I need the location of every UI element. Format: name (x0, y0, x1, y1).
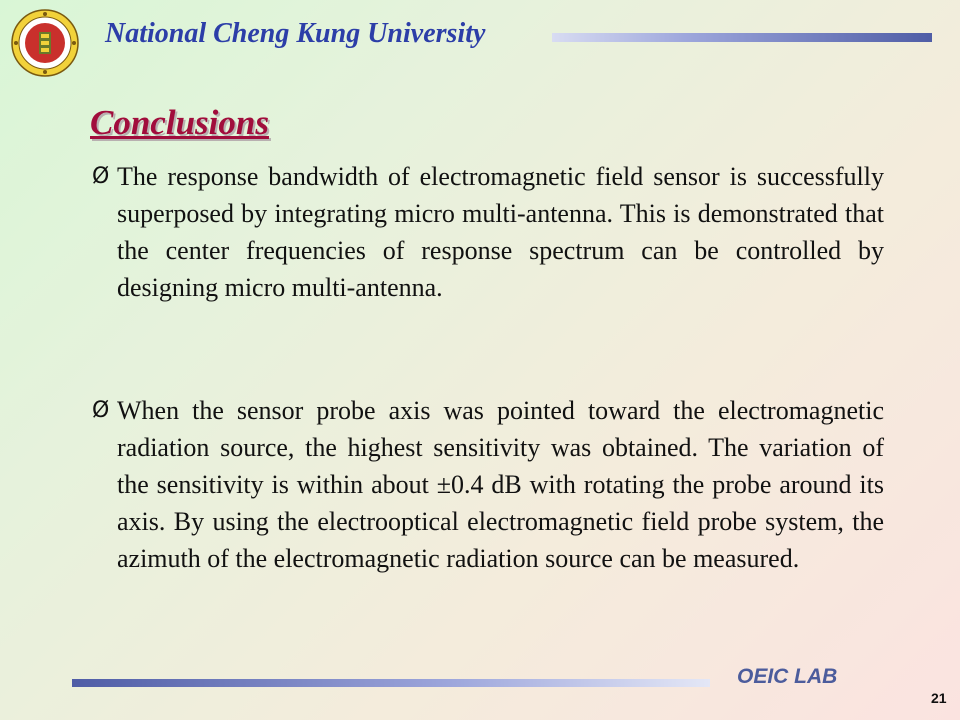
university-name: National Cheng Kung University (105, 18, 486, 49)
bullet-text: The response bandwidth of electromagnetic field sensor is successfully superposed by integrating micro multi-antenna. This is demonstrated that the center frequencies of response spectrum can be controlled by designing micro multi-antenna. (117, 162, 884, 302)
seal-icon (10, 8, 80, 78)
lab-name: OEIC LAB (737, 665, 838, 688)
bullet-item (92, 392, 884, 577)
arrow-bullet-icon: Ø (92, 398, 110, 423)
page-number: 21 (931, 690, 947, 706)
bullet-paragraph (92, 392, 884, 577)
arrow-bullet-icon: Ø (92, 164, 110, 189)
slide-title: Conclusions (90, 103, 269, 142)
header-divider-bar (552, 33, 932, 42)
bullet-paragraph (92, 158, 884, 306)
bullet-text: When the sensor probe axis was pointed toward the electromagnetic radiation source, the highest sensitivity was obtained. The variation of the sensitivity is within about ±0.4 dB with rotating the probe around its axis. By using the electrooptical electromagnetic field probe system, the azimuth of the electromagnetic radiation source can be measured. (117, 396, 884, 573)
bullet-item (92, 158, 884, 306)
university-seal-logo (10, 8, 80, 78)
footer-divider-bar (72, 679, 710, 687)
